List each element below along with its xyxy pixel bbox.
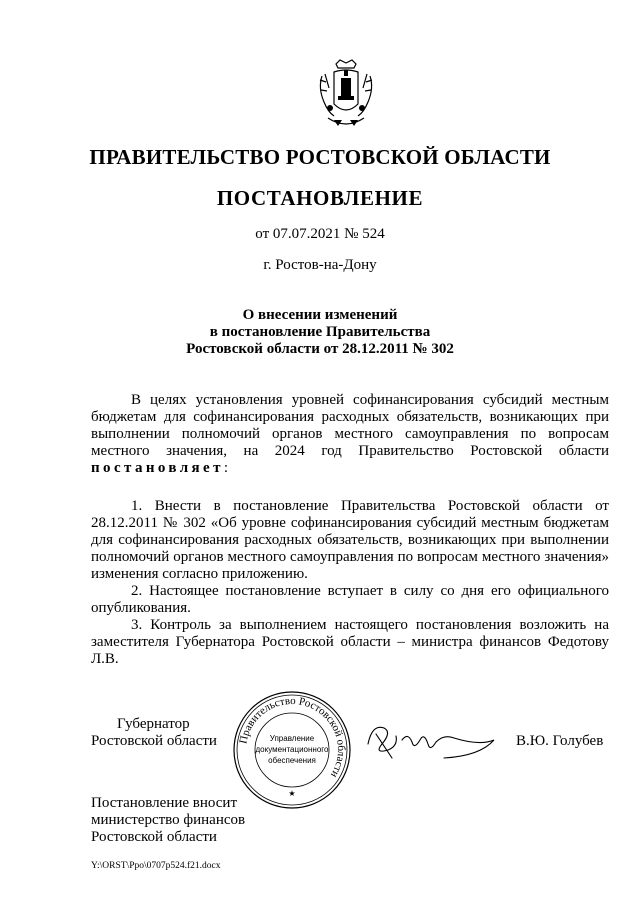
introduced-by bbox=[91, 795, 245, 846]
stamp-center-line: обеспечения bbox=[268, 756, 316, 765]
introduced-by-line: министерство финансов bbox=[91, 812, 246, 828]
resolution-item: 3. Контроль за выполнением настоящего постановления возложить на заместителя Губернатора Ростовской области – министра финансов Федотову Л.В. bbox=[91, 617, 609, 667]
date-number: от 07.07.2021 № 524 bbox=[255, 226, 385, 242]
document-subject bbox=[0, 307, 640, 358]
stamp-ring-text: Правительство Ростовской области bbox=[237, 694, 348, 780]
resolution-item: 1. Внести в постановление Правительства Ростовской области от 28.12.2011 № 302 «Об уровне софинансирования субсидий местным бюджетам для софинансирования расходных обязательств, возникающих при выполнении полномочий органов местного самоуправления по вопросам местного значения» изменения согласно приложению. bbox=[91, 498, 609, 582]
signatory-position-line: Губернатор bbox=[117, 716, 190, 732]
official-stamp bbox=[231, 689, 353, 811]
preamble-text: В целях установления уровней софинансирования субсидий местным бюджетам для софинансирования расходных обязательств, возникающих при выполнении полномочий органов местного самоуправления по вопросам местного значения, на 2024 год Правительство Ростовской области bbox=[91, 392, 609, 459]
stamp-center-line: документационного bbox=[255, 745, 329, 754]
stamp-center-line: Управление bbox=[269, 734, 315, 743]
preamble-colon: : bbox=[223, 460, 229, 476]
resolution-items bbox=[91, 498, 609, 668]
resolution-item: 2. Настоящее постановление вступает в силу со дня его официального опубликования. bbox=[91, 583, 609, 616]
signatory-position bbox=[91, 716, 217, 750]
introduced-by-line: Ростовской области bbox=[91, 829, 217, 845]
subject-line: О внесении изменений bbox=[242, 307, 398, 323]
signatory-name: В.Ю. Голубев bbox=[516, 733, 604, 749]
resolves-word: постановляет bbox=[91, 460, 224, 476]
preamble bbox=[91, 392, 609, 477]
city: г. Ростов-на-Дону bbox=[263, 257, 377, 273]
handwritten-signature bbox=[362, 714, 498, 770]
svg-text:★: ★ bbox=[288, 789, 296, 798]
signatory-position-line: Ростовской области bbox=[91, 733, 217, 749]
file-path: Y:\ORST\Ppo\0707p524.f21.docx bbox=[91, 861, 221, 871]
subject-line: Ростовской области от 28.12.2011 № 302 bbox=[186, 341, 454, 357]
organization-title: ПРАВИТЕЛЬСТВО РОСТОВСКОЙ ОБЛАСТИ bbox=[89, 145, 551, 169]
subject-line: в постановление Правительства bbox=[209, 324, 431, 340]
document-type-title: ПОСТАНОВЛЕНИЕ bbox=[216, 186, 424, 210]
coat-of-arms-icon bbox=[314, 58, 378, 132]
introduced-by-line: Постановление вносит bbox=[91, 795, 238, 811]
